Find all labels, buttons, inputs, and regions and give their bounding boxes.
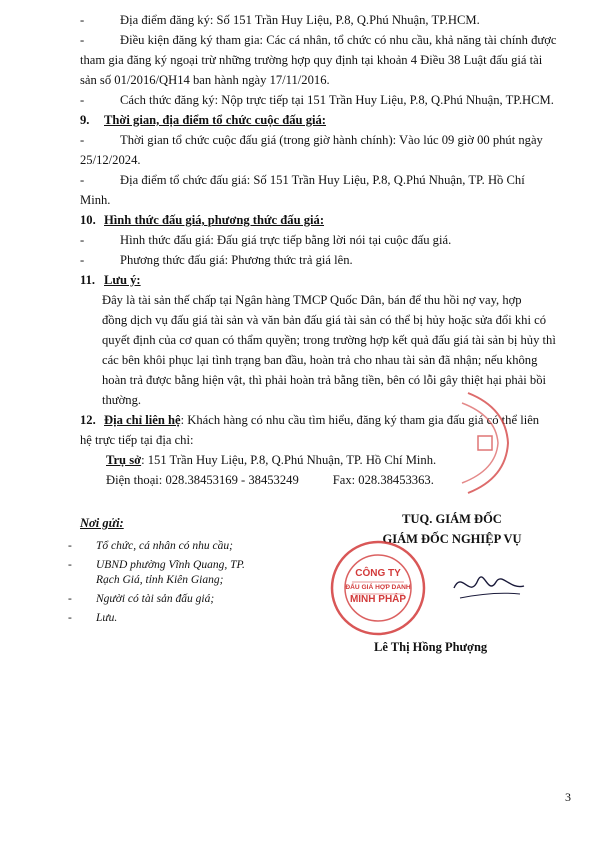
- signature-title-2: GIÁM ĐỐC NGHIỆP VỤ: [382, 532, 522, 546]
- participation-conditions-line1: Điều kiện đăng ký tham gia: Các cá nhân, tổ chức có nhu cầu, khả năng tài chính được: [120, 33, 557, 47]
- note-line5: hoàn trả được bằng hiện vật, thì phải hoàn trả bằng tiền, bên có lỗi gây thiệt hại phải bồi: [102, 373, 546, 387]
- auction-method-text: Phương thức đấu giá: Phương thức trả giá lên.: [120, 253, 353, 267]
- auction-location-line1: Địa điểm tổ chức đấu giá: Số 151 Trần Huy Liệu, P.8, Q.Phú Nhuận, TP. Hồ Chí: [120, 173, 525, 187]
- section-9-heading: [80, 110, 565, 130]
- participation-conditions-line2: tham gia đăng ký ngoại trừ những trường hợp quy định tại khoản 4 Điều 38 Luật đấu giá tài: [80, 53, 543, 67]
- note-line4: các bên khôi phục lại tình trạng ban đầu, hoàn trả cho nhau tài sản đã nhận; nếu không: [102, 353, 538, 367]
- recipient-text: Lưu.: [96, 612, 118, 624]
- fax-number: Fax: 028.38453363.: [332, 473, 434, 487]
- section-10-title: Hình thức đấu giá, phương thức đấu giá:: [104, 213, 325, 227]
- seal-line1: CÔNG TY: [355, 568, 401, 579]
- company-seal: [330, 540, 426, 636]
- auction-method: - Phương thức đấu giá: Phương thức trả giá lên.: [80, 253, 353, 267]
- office-label: Trụ sở: [106, 453, 142, 467]
- recipient-item: - Lưu.: [68, 612, 118, 624]
- note-line2: đồng dịch vụ đấu giá tài sản và văn bản đấu giá tài sản có thể bị hủy hoặc sửa đổi khi có: [102, 313, 546, 327]
- recipients-block: [68, 514, 350, 630]
- seal-line2: ĐẤU GIÁ HỢP DANH: [345, 584, 411, 591]
- section-11-number: 11.: [80, 273, 96, 287]
- auction-form-text: Hình thức đấu giá: Đấu giá trực tiếp bằng lời nói tại cuộc đấu giá.: [120, 233, 452, 247]
- page-number: 3: [565, 790, 571, 804]
- auction-location: - Địa điểm tổ chức đấu giá: Số 151 Trần Huy Liệu, P.8, Q.Phú Nhuận, TP. Hồ Chí: [80, 173, 525, 187]
- participation-conditions-line3: sản số 01/2016/QH14 ban hành ngày 17/11/2016.: [80, 73, 330, 87]
- section-12-number: 12.: [80, 413, 96, 427]
- note-line6: thường.: [102, 393, 142, 407]
- section-12-text: : Khách hàng có nhu cầu tìm hiểu, đăng ký tham gia đấu giá có thể liên: [180, 413, 540, 427]
- auction-time-line2: 25/12/2024.: [80, 153, 141, 167]
- auction-form: - Hình thức đấu giá: Đấu giá trực tiếp bằng lời nói tại cuộc đấu giá.: [80, 233, 452, 247]
- office-value: : 151 Trần Huy Liệu, P.8, Q.Phú Nhuận, TP. Hồ Chí Minh.: [141, 453, 437, 467]
- recipient-item: - Tổ chức, cá nhân có nhu cầu;: [68, 540, 233, 552]
- registration-method: - Cách thức đăng ký: Nộp trực tiếp tại 151 Trần Huy Liệu, P.8, Q.Phú Nhuận, TP.HCM.: [80, 93, 554, 107]
- section-10-heading: [80, 210, 565, 230]
- registration-method-text: Cách thức đăng ký: Nộp trực tiếp tại 151 Trần Huy Liệu, P.8, Q.Phú Nhuận, TP.HCM.: [120, 93, 554, 107]
- recipient-item: - Người có tài sản đấu giá;: [68, 593, 215, 605]
- participation-conditions: - Điều kiện đăng ký tham gia: Các cá nhân, tổ chức có nhu cầu, khả năng tài chính được: [80, 33, 557, 47]
- registration-location-text: Địa điểm đăng ký: Số 151 Trần Huy Liệu, P.8, Q.Phú Nhuận, TP.HCM.: [120, 13, 480, 27]
- auction-location-line2: Minh.: [80, 193, 111, 207]
- signature-title-1: TUQ. GIÁM ĐỐC: [402, 512, 502, 526]
- section-11-heading: [80, 270, 565, 290]
- auction-time-line1: Thời gian tổ chức cuộc đấu giá (trong giờ hành chính): Vào lúc 09 giờ 00 phút ngày: [120, 133, 543, 147]
- auction-time: - Thời gian tổ chức cuộc đấu giá (trong giờ hành chính): Vào lúc 09 giờ 00 phút ngày: [80, 133, 543, 147]
- note-line1: Đây là tài sản thế chấp tại Ngân hàng TMCP Quốc Dân, bán để thu hồi nợ vay, hợp: [102, 293, 522, 307]
- signer-name: Lê Thị Hồng Phượng: [374, 640, 488, 654]
- section-9-title: Thời gian, địa điểm tổ chức cuộc đấu giá:: [104, 113, 326, 127]
- section-12-line2: hệ trực tiếp tại địa chỉ:: [80, 433, 194, 447]
- recipients-title: Nơi gửi:: [80, 516, 124, 530]
- phone-number: Điện thoại: 028.38453169 - 38453249: [106, 473, 299, 487]
- recipient-text: Tổ chức, cá nhân có nhu cầu;: [96, 540, 233, 552]
- registration-location: - Địa điểm đăng ký: Số 151 Trần Huy Liệu, P.8, Q.Phú Nhuận, TP.HCM.: [80, 13, 480, 27]
- partial-stamp-mark: [458, 388, 518, 498]
- recipient-text: UBND phường Vĩnh Quang, TP. Rạch Giá, tỉnh Kiên Giang;: [96, 559, 245, 586]
- seal-line3: MINH PHÁP: [349, 594, 407, 605]
- section-10-number: 10.: [80, 213, 96, 227]
- section-11-title: Lưu ý:: [104, 273, 141, 287]
- handwritten-signature: [440, 560, 530, 620]
- note-line3: quyết định của cơ quan có thẩm quyền; trong trường hợp kết quả đấu giá tài sản bị hủy thì: [102, 333, 556, 347]
- recipient-text: Người có tài sản đấu giá;: [96, 593, 215, 605]
- recipient-item: - UBND phường Vĩnh Quang, TP. Rạch Giá, tỉnh Kiên Giang;: [68, 559, 245, 586]
- section-12-title: Địa chỉ liên hệ: [104, 413, 181, 427]
- section-9-number: 9.: [80, 113, 90, 127]
